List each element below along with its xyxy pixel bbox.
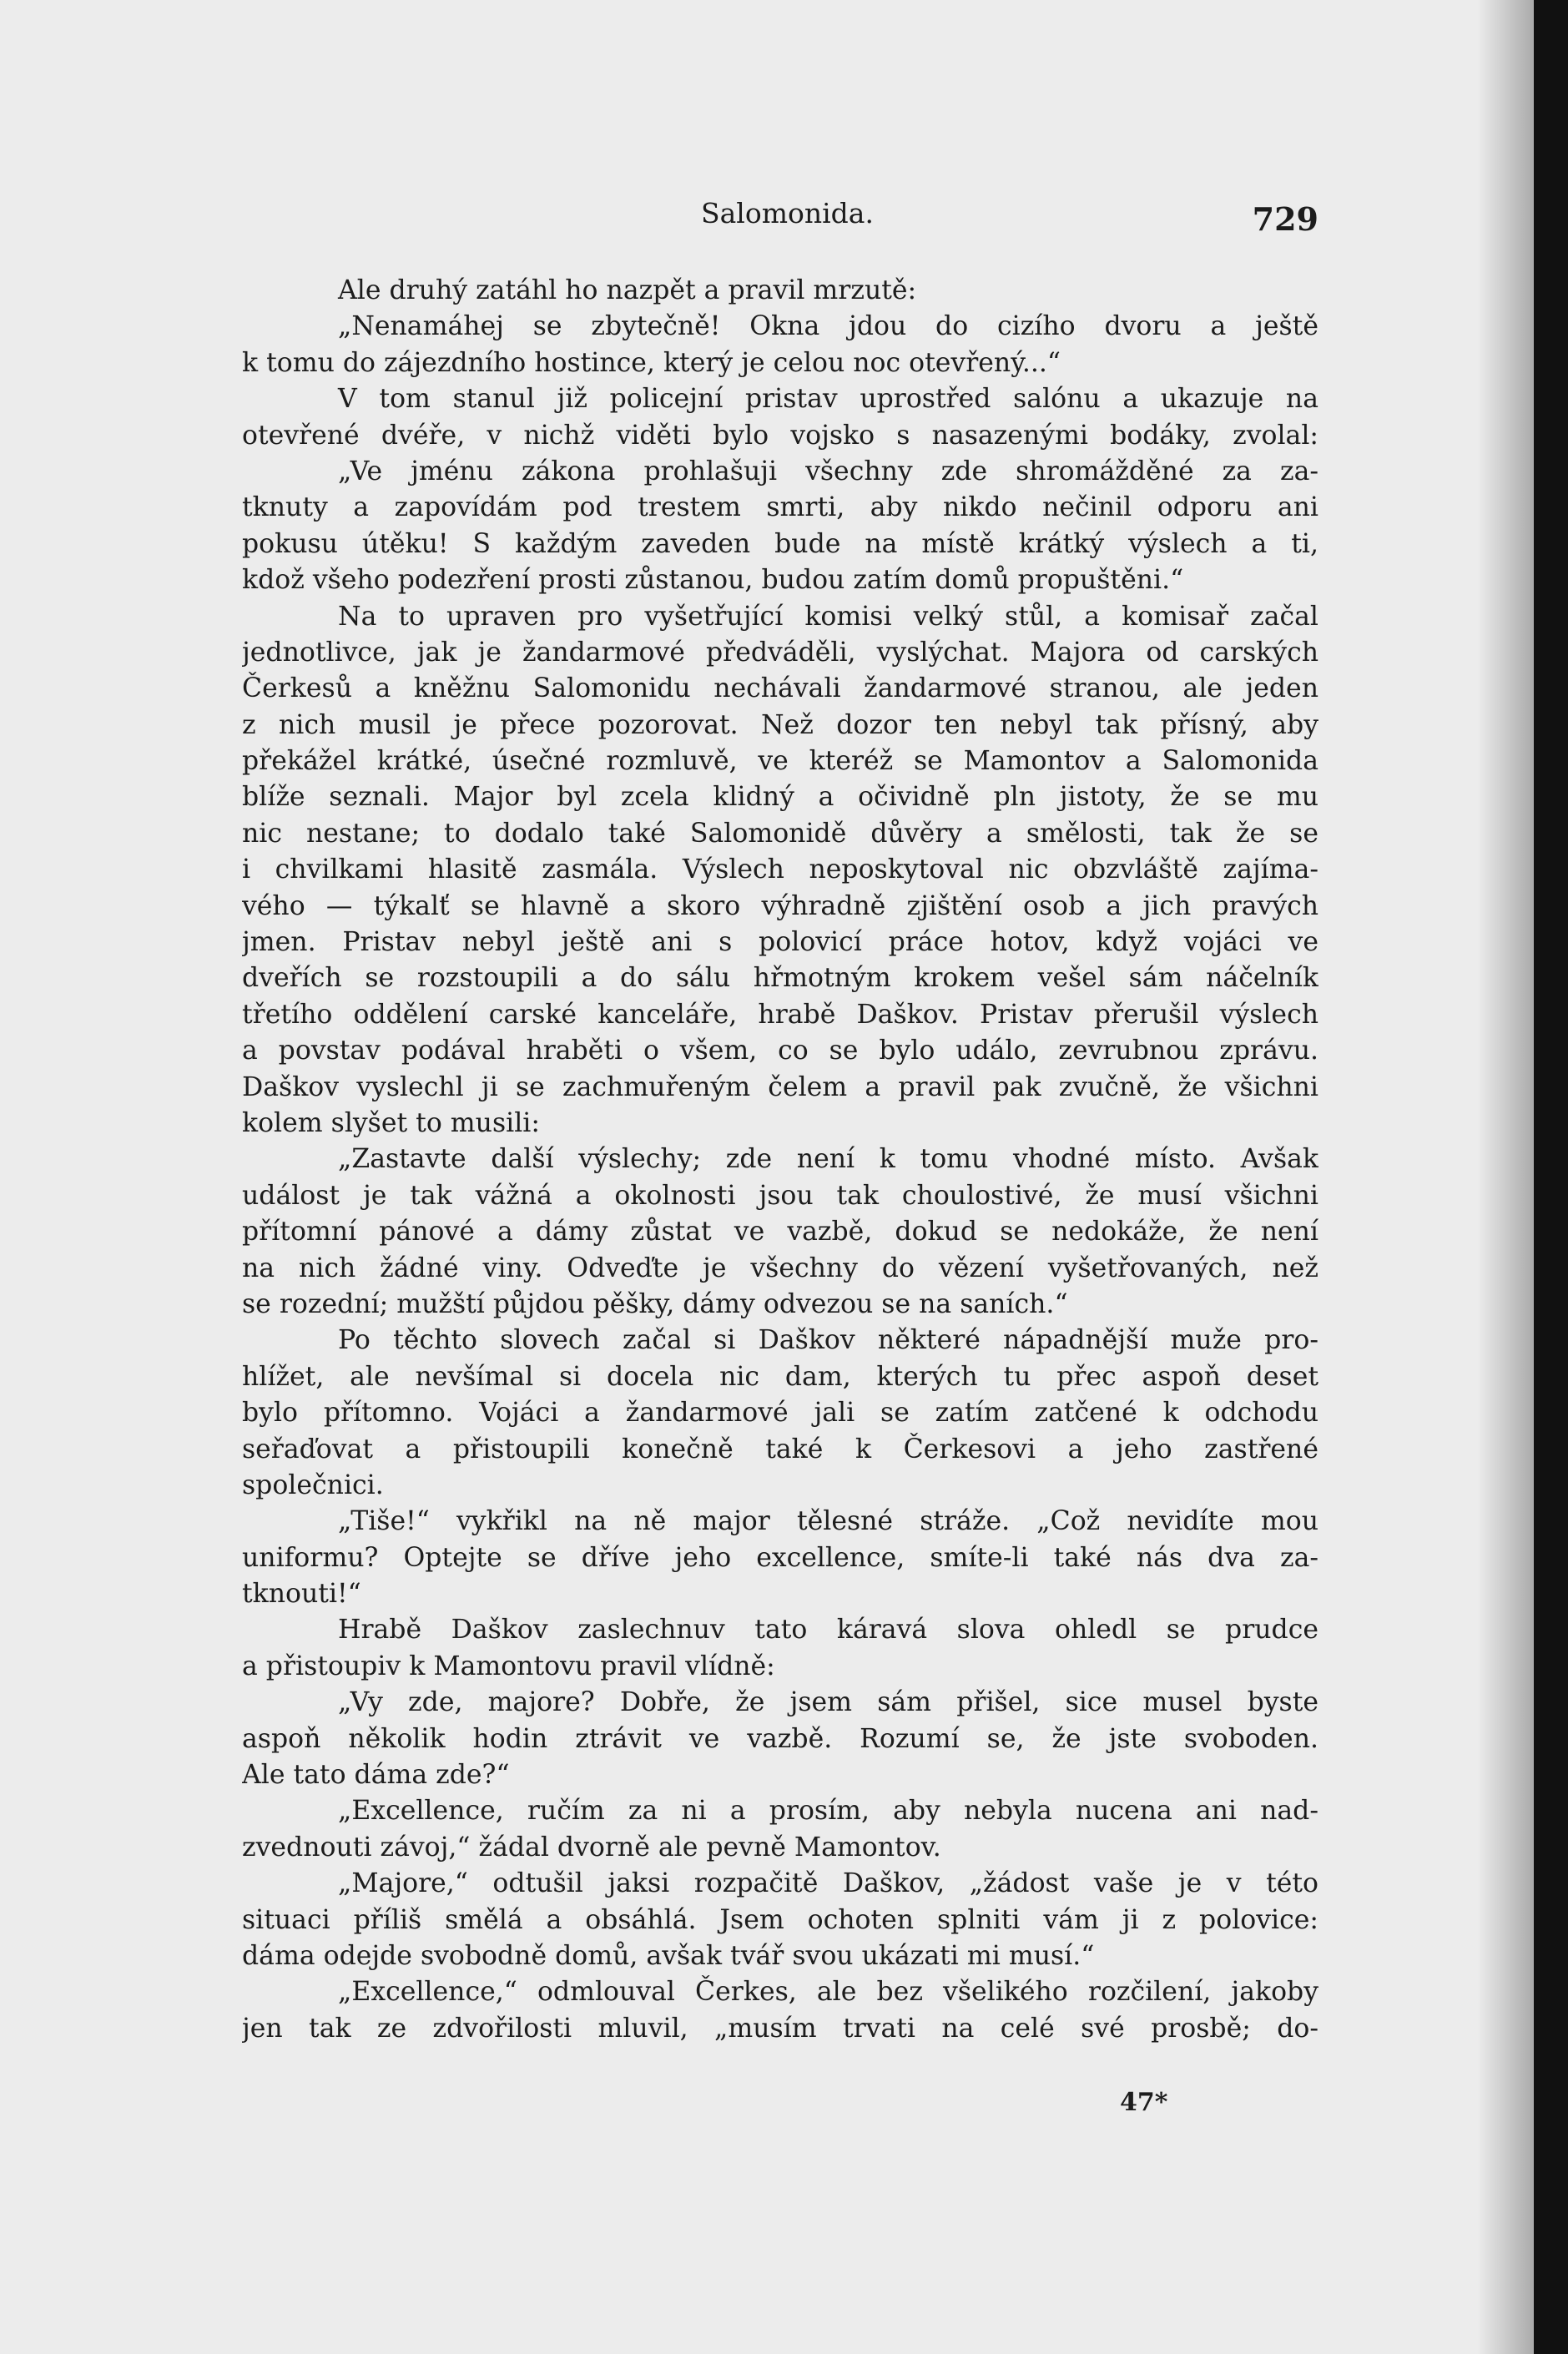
text-line: dáma odejde svobodně domů, avšak tvář svou ukázati mi musí.“ <box>242 1940 1095 1971</box>
text-line: nic nestane; to dodalo také Salomonidě důvěry a smělosti, tak že se <box>242 818 1318 849</box>
text-line: V tom stanul již policejní pristav uprostřed salónu a ukazuje na <box>338 384 1318 415</box>
text-line: bylo přítomno. Vojáci a žandarmové jali se zatím zatčené k odchodu <box>242 1398 1318 1429</box>
text-line: „Ve jménu zákona prohlašuji všechny zde shromážděné za za- <box>338 456 1318 486</box>
text-line: a povstav podával hraběti o všem, co se bylo událo, zevrubnou zprávu. <box>242 1036 1318 1066</box>
text-line: „Majore,“ odtušil jaksi rozpačitě Daškov, „žádost vaše je v této <box>338 1868 1318 1899</box>
text-line: „Zastavte další výslechy; zde není k tomu vhodné místo. Avšak <box>338 1144 1318 1175</box>
page-header <box>242 194 1318 244</box>
text-line: událost je tak vážná a okolnosti jsou tak choulostivé, že musí všichni <box>242 1180 1318 1211</box>
text-line: vého — týkalť se hlavně a skoro výhradně zjištění osob a jich pravých <box>242 890 1318 921</box>
text-line: seřaďovat a přistoupili konečně také k Čerkesovi a jeho zastřené <box>242 1434 1318 1464</box>
text-line: tknouti!“ <box>242 1579 361 1610</box>
body-text <box>242 273 1318 2047</box>
text-line: společnici. <box>242 1469 384 1500</box>
text-line: „Excellence, ručím za ni a prosím, aby nebyla nucena ani nad- <box>338 1796 1318 1827</box>
text-line: uniformu? Optejte se dříve jeho excellence, smíte-li také nás dva za- <box>242 1542 1318 1573</box>
text-line: „Nenamáhej se zbytečně! Okna jdou do cizího dvoru a ještě <box>338 311 1318 342</box>
text-line: kdož všeho podezření prosti zůstanou, budou zatím domů propuštěni.“ <box>242 565 1184 596</box>
text-line: na nich žádné viny. Odveďte je všechny do vězení vyšetřovaných, než <box>242 1253 1318 1283</box>
text-line: „Vy zde, majore? Dobře, že jsem sám přišel, sice musel byste <box>338 1687 1318 1718</box>
text-line: kolem slyšet to musili: <box>242 1107 540 1138</box>
text-line: hlížet, ale nevšímal si docela nic dam, kterých tu přec aspoň deset <box>242 1361 1318 1392</box>
text-line: jen tak ze zdvořilosti mluvil, „musím trvati na celé své prosbě; do- <box>242 2013 1318 2044</box>
text-line: zvednouti závoj,“ žádal dvorně ale pevně Mamontov. <box>242 1832 941 1863</box>
text-line: třetího oddělení carské kanceláře, hrabě Daškov. Pristav přerušil výslech <box>242 999 1318 1030</box>
text-line: tknuty a zapovídám pod trestem smrti, aby nikdo nečinil odporu ani <box>242 492 1318 523</box>
text-line: „Excellence,“ odmlouval Čerkes, ale bez všelikého rozčilení, jakoby <box>338 1977 1318 2008</box>
text-line: jmen. Pristav nebyl ještě ani s polovicí práce hotov, když vojáci ve <box>242 927 1318 958</box>
text-line: otevřené dvéře, v nichž viděti bylo vojsko s nasazenými bodáky, zvolal: <box>242 420 1318 451</box>
scan-right-margin <box>1534 0 1568 2354</box>
text-line: se rozední; mužští půjdou pěšky, dámy odvezou se na saních.“ <box>242 1288 1068 1319</box>
text-line: jednotlivce, jak je žandarmové předváděli, vyslýchat. Majora od carských <box>242 637 1318 668</box>
page-number: 729 <box>1252 200 1318 238</box>
text-line: Ale tato dáma zde?“ <box>242 1760 510 1791</box>
text-line: situaci příliš smělá a obsáhlá. Jsem ochoten splniti vám ji z polovice: <box>242 1904 1318 1935</box>
text-line: pokusu útěku! S každým zaveden bude na místě krátký výslech a ti, <box>242 528 1318 559</box>
text-line: Daškov vyslechl ji se zachmuřeným čelem a pravil pak zvučně, že všichni <box>242 1071 1318 1102</box>
signature-mark: 47* <box>1120 2088 1168 2117</box>
text-line: Na to upraven pro vyšetřující komisi velký stůl, a komisař začal <box>338 601 1318 632</box>
text-line: a přistoupiv k Mamontovu pravil vlídně: <box>242 1651 775 1681</box>
text-line: Čerkesů a kněžnu Salomonidu nechávali žandarmové stranou, ale jeden <box>242 673 1318 704</box>
text-line: aspoň několik hodin ztrávit ve vazbě. Rozumí se, že jste svoboden. <box>242 1723 1318 1754</box>
text-line: překážel krátké, úsečné rozmluvě, ve kteréž se Mamontov a Salomonida <box>242 746 1318 777</box>
text-line: Po těchto slovech začal si Daškov některé nápadnější muže pro- <box>338 1325 1318 1356</box>
text-line: přítomní pánové a dámy zůstat ve vazbě, dokud se nedokáže, že není <box>242 1217 1318 1248</box>
text-line: k tomu do zájezdního hostince, který je celou noc otevřený...“ <box>242 347 1061 378</box>
text-line: i chvilkami hlasitě zasmála. Výslech neposkytoval nic obzvláště zajíma- <box>242 854 1318 885</box>
text-line: „Tiše!“ vykřikl na ně major tělesné stráže. „Což nevidíte mou <box>338 1506 1318 1537</box>
page-edge-shadow <box>1477 0 1534 2354</box>
text-line: Ale druhý zatáhl ho nazpět a pravil mrzutě: <box>338 275 917 305</box>
text-line: blíže seznali. Major byl zcela klidný a očividně pln jistoty, že se mu <box>242 782 1318 813</box>
text-line: z nich musil je přece pozorovat. Než dozor ten nebyl tak přísný, aby <box>242 709 1318 740</box>
running-title: Salomonida. <box>701 197 874 229</box>
text-line: dveřích se rozstoupili a do sálu hřmotným krokem vešel sám náčelník <box>242 963 1318 994</box>
text-line: Hrabě Daškov zaslechnuv tato káravá slova ohledl se prudce <box>338 1615 1318 1646</box>
